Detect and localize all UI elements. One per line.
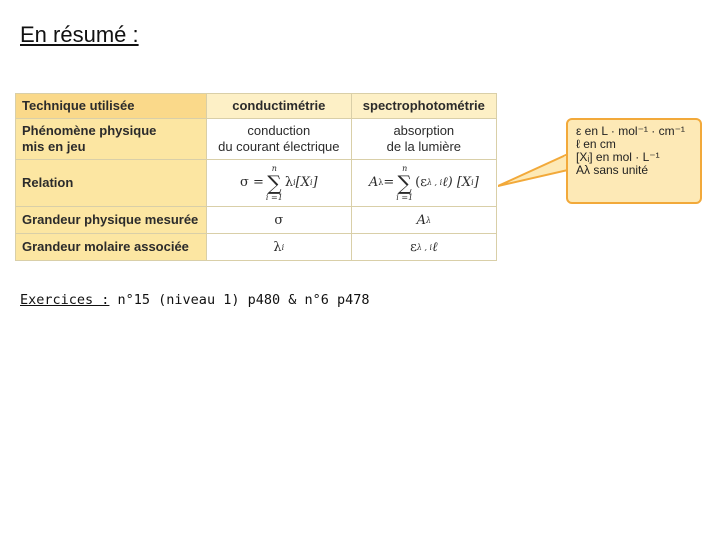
conductivity-formula bbox=[240, 164, 318, 202]
formula2-lhs-sub: λ bbox=[378, 178, 384, 187]
phenomene-label-line2: mis en jeu bbox=[22, 139, 86, 154]
formula2-eq: = bbox=[383, 175, 395, 190]
table-row-header bbox=[16, 94, 497, 119]
epsilon-end: ℓ bbox=[432, 239, 438, 255]
callout-line-absorbance: Aλ sans unité bbox=[576, 163, 649, 177]
phenomene-conductimetrie bbox=[207, 119, 352, 160]
phenomene-label bbox=[16, 119, 207, 160]
sum2-top: n bbox=[402, 164, 408, 173]
grandeur-molaire-col2 bbox=[351, 234, 496, 261]
page-title: En résumé : bbox=[20, 22, 139, 47]
relation-spectro bbox=[351, 160, 496, 207]
absorbance-symbol bbox=[417, 213, 431, 229]
formula-conc: [X bbox=[295, 175, 310, 190]
sum2-bottom: i =1 bbox=[396, 193, 414, 202]
header-conductimetrie: conductimétrie bbox=[207, 94, 352, 119]
phenomene-col2-line2: de la lumière bbox=[386, 139, 462, 154]
relation-conductimetrie bbox=[207, 160, 352, 207]
table-row-grandeur-mesuree bbox=[16, 207, 497, 234]
formula-term-sub: i bbox=[293, 178, 296, 187]
formula2-term-end: ℓ) [X bbox=[442, 175, 472, 190]
grandeur-molaire-label: Grandeur molaire associée bbox=[16, 234, 207, 261]
sigma-icon-2: ∑ bbox=[397, 171, 412, 195]
phenomene-col1-line2: du courant électrique bbox=[218, 139, 340, 154]
sum-symbol bbox=[266, 164, 283, 202]
lambda-char: λ bbox=[273, 239, 282, 255]
units-callout bbox=[566, 118, 702, 204]
callout-line-concentration: [Xᵢ] en mol · L⁻¹ bbox=[576, 150, 660, 164]
sigma-symbol: σ bbox=[274, 212, 284, 228]
grandeur-mesuree-col1 bbox=[207, 207, 352, 234]
callout-pointer-icon bbox=[498, 150, 568, 190]
epsilon-symbol bbox=[410, 240, 437, 256]
exercises-line bbox=[20, 292, 370, 308]
formula-lhs: σ = bbox=[240, 175, 264, 190]
sigma-icon: ∑ bbox=[267, 171, 282, 195]
grandeur-molaire-col1 bbox=[207, 234, 352, 261]
formula-conc-sub: i bbox=[309, 178, 313, 187]
epsilon-sub: λ , i bbox=[416, 242, 433, 252]
beer-lambert-formula bbox=[369, 164, 479, 202]
sum-bottom: i =1 bbox=[265, 193, 283, 202]
header-spectrophotometrie: spectrophotométrie bbox=[351, 94, 496, 119]
lambda-symbol bbox=[273, 240, 284, 256]
absorbance-a: A bbox=[416, 212, 426, 228]
formula2-conc-end: ] bbox=[473, 175, 479, 190]
table-row-phenomene bbox=[16, 119, 497, 160]
sum-symbol-2 bbox=[396, 164, 413, 202]
formula-term: λ bbox=[284, 175, 294, 190]
formula2-term-sub: λ , i bbox=[426, 178, 443, 187]
header-label: Technique utilisée bbox=[16, 94, 207, 119]
callout-line-epsilon: ε en L · mol⁻¹ · cm⁻¹ bbox=[576, 124, 685, 138]
table-row-relation bbox=[16, 160, 497, 207]
formula2-term: (ε bbox=[415, 175, 427, 190]
exercises-text: n°15 (niveau 1) p480 & n°6 p478 bbox=[109, 292, 370, 308]
phenomene-col1-line1: conduction bbox=[247, 123, 311, 138]
phenomene-spectro bbox=[351, 119, 496, 160]
lambda-sub: i bbox=[281, 242, 285, 252]
absorbance-sub: λ bbox=[425, 215, 432, 225]
summary-table bbox=[15, 93, 497, 261]
epsilon-char: ε bbox=[410, 239, 417, 255]
grandeur-mesuree-col2 bbox=[351, 207, 496, 234]
exercises-label: Exercices : bbox=[20, 292, 110, 308]
phenomene-col2-line1: absorption bbox=[393, 123, 455, 138]
formula-conc-end: ] bbox=[312, 175, 318, 190]
table-row-grandeur-molaire bbox=[16, 234, 497, 261]
callout-line-length: ℓ en cm bbox=[576, 137, 616, 151]
formula2-lhs: A bbox=[368, 175, 379, 190]
grandeur-mesuree-label: Grandeur physique mesurée bbox=[16, 207, 207, 234]
phenomene-label-line1: Phénomène physique bbox=[22, 123, 157, 138]
sum-top: n bbox=[271, 164, 277, 173]
relation-label: Relation bbox=[16, 160, 207, 207]
formula2-conc-sub: i bbox=[471, 178, 474, 187]
